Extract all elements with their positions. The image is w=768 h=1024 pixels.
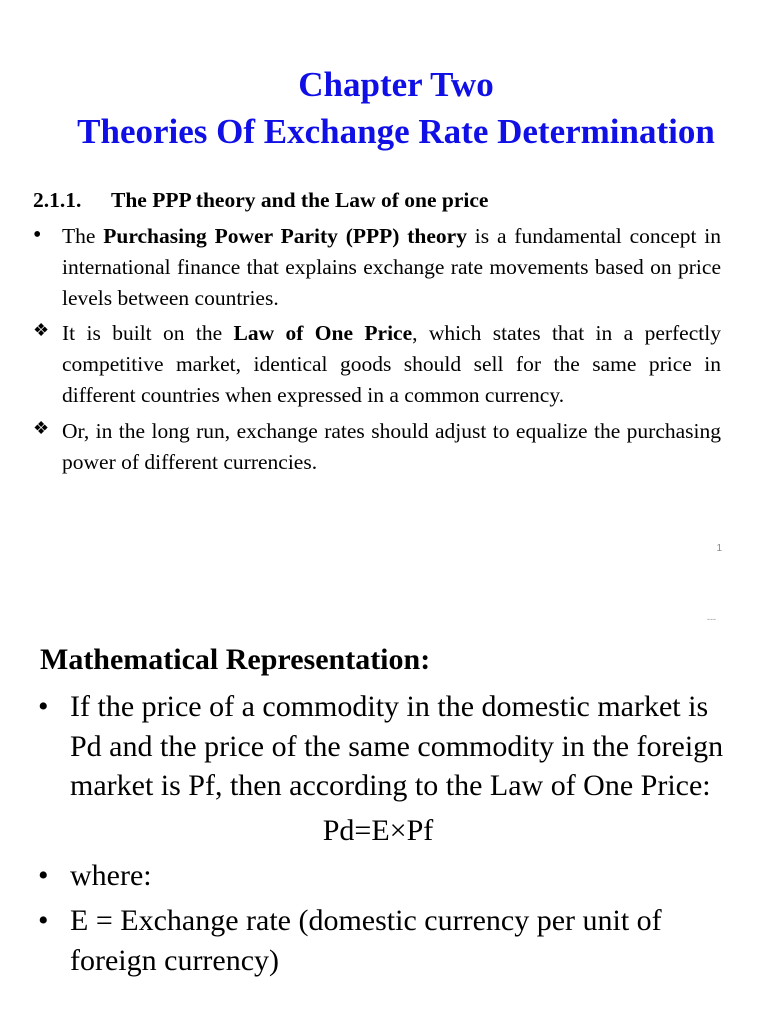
list-item <box>33 221 721 313</box>
section-heading <box>33 186 488 214</box>
bullet-text-pre: Or, in the long run, exchange rates should adjust to equalize the purchasing power of different currencies. <box>62 418 721 474</box>
bullet-dot-icon: • <box>38 904 49 937</box>
bullet-dot-icon: • <box>38 690 49 723</box>
bullet-text-post: , which states that in a perfectly competitive market, identical goods should sell for the same price in different countries when expressed in a common currency. <box>62 321 721 407</box>
bullet-list <box>38 687 728 980</box>
section-title: The PPP theory and the Law of one price <box>111 188 489 212</box>
slide-2 <box>0 600 768 1024</box>
bullet-diamond-icon: ❖ <box>33 417 50 438</box>
section-heading: Mathematical Representation: <box>40 643 431 676</box>
list-item <box>33 416 721 478</box>
bullet-diamond-icon: ❖ <box>33 320 50 341</box>
chapter-subtitle: Theories Of Exchange Rate Determination <box>77 112 715 151</box>
formula: Pd=E×Pf <box>322 813 434 847</box>
bullet-text-bold: Law of One Price <box>233 321 413 346</box>
chapter-title: Chapter Two <box>298 65 494 104</box>
bullet-text: If the price of a commodity in the domestic market is Pd and the price of the same commodity in the foreign market is Pf, then according to the Law of One Price: <box>70 690 724 802</box>
bullet-list <box>33 221 721 482</box>
list-item <box>38 901 728 980</box>
bullet-text: E = Exchange rate (domestic currency per unit of foreign currency) <box>70 904 662 977</box>
bullet-text: where: <box>70 858 152 892</box>
bullet-text-pre: It is built on the <box>62 321 234 346</box>
bullet-dot-icon: • <box>33 222 42 248</box>
footer-mark: --- <box>707 614 716 624</box>
bullet-dot-icon: • <box>38 858 49 892</box>
section-number: 2.1.1. <box>33 188 82 212</box>
list-item <box>38 687 728 806</box>
bullet-text-bold: Purchasing Power Parity (PPP) theory <box>103 224 467 248</box>
list-item <box>33 318 721 410</box>
list-item <box>38 856 728 896</box>
bullet-text-post: is a fundamental concept in international finance that explains exchange rate movements based on price levels between countries. <box>62 224 721 310</box>
bullet-text-pre: The <box>62 224 104 248</box>
page-number: 1 <box>716 543 722 554</box>
